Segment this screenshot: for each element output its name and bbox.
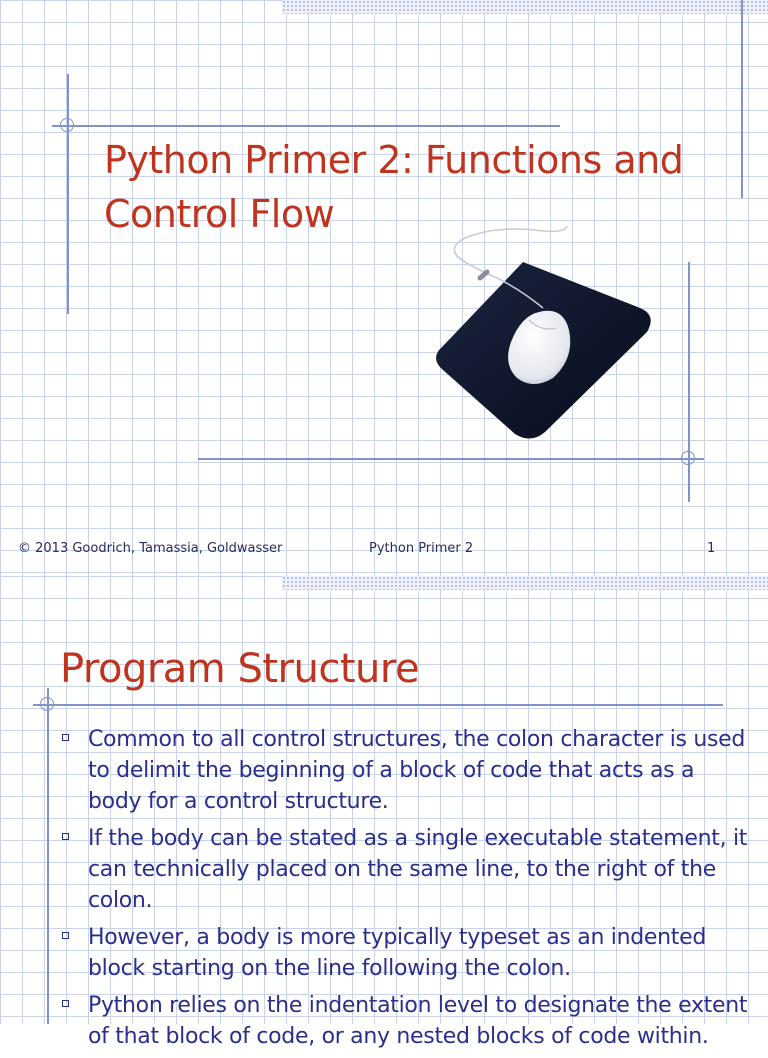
computer-mouse-icon: [425, 220, 660, 450]
slide-2-title: Program Structure: [60, 646, 420, 692]
bullet-item: [60, 922, 750, 984]
bullet-item: [60, 990, 750, 1052]
bullet-text: However, a body is more typically typeset as an indented block starting on the line following the colon.: [88, 925, 707, 981]
decor-line: [741, 0, 743, 198]
bullet-item: [60, 823, 750, 916]
square-bullet-icon: [62, 1000, 69, 1007]
footer-page-number: 1: [707, 541, 716, 556]
decor-line: [67, 74, 69, 314]
square-bullet-icon: [62, 932, 69, 939]
slide-1-title-text: Python Primer 2: Functions and Control Flow: [104, 138, 684, 236]
footer-title: Python Primer 2: [369, 541, 474, 556]
square-bullet-icon: [62, 734, 69, 741]
dotted-band: [282, 0, 768, 14]
bullet-text: If the body can be stated as a single executable statement, it can technically placed on the same line, to the right of the colon.: [88, 826, 748, 913]
footer-copyright: © 2013 Goodrich, Tamassia, Goldwasser: [18, 541, 283, 556]
decor-line: [52, 125, 560, 127]
dotted-band: [282, 576, 768, 590]
bullet-item: [60, 724, 750, 817]
bullet-text: Common to all control structures, the colon character is used to delimit the beginning of a block of code that acts as a body for a control structure.: [88, 727, 746, 814]
bullet-text: Python relies on the indentation level to designate the extent of that block of code, or any nested blocks of code within.: [88, 993, 748, 1049]
bullet-list: [60, 724, 750, 1058]
slide-2: [0, 576, 768, 1049]
square-bullet-icon: [62, 833, 69, 840]
decor-line: [33, 704, 723, 706]
decor-ring: [60, 118, 74, 132]
decor-line: [47, 688, 49, 1024]
decor-ring: [681, 451, 695, 465]
decor-line: [198, 458, 704, 460]
decor-line: [688, 262, 690, 502]
